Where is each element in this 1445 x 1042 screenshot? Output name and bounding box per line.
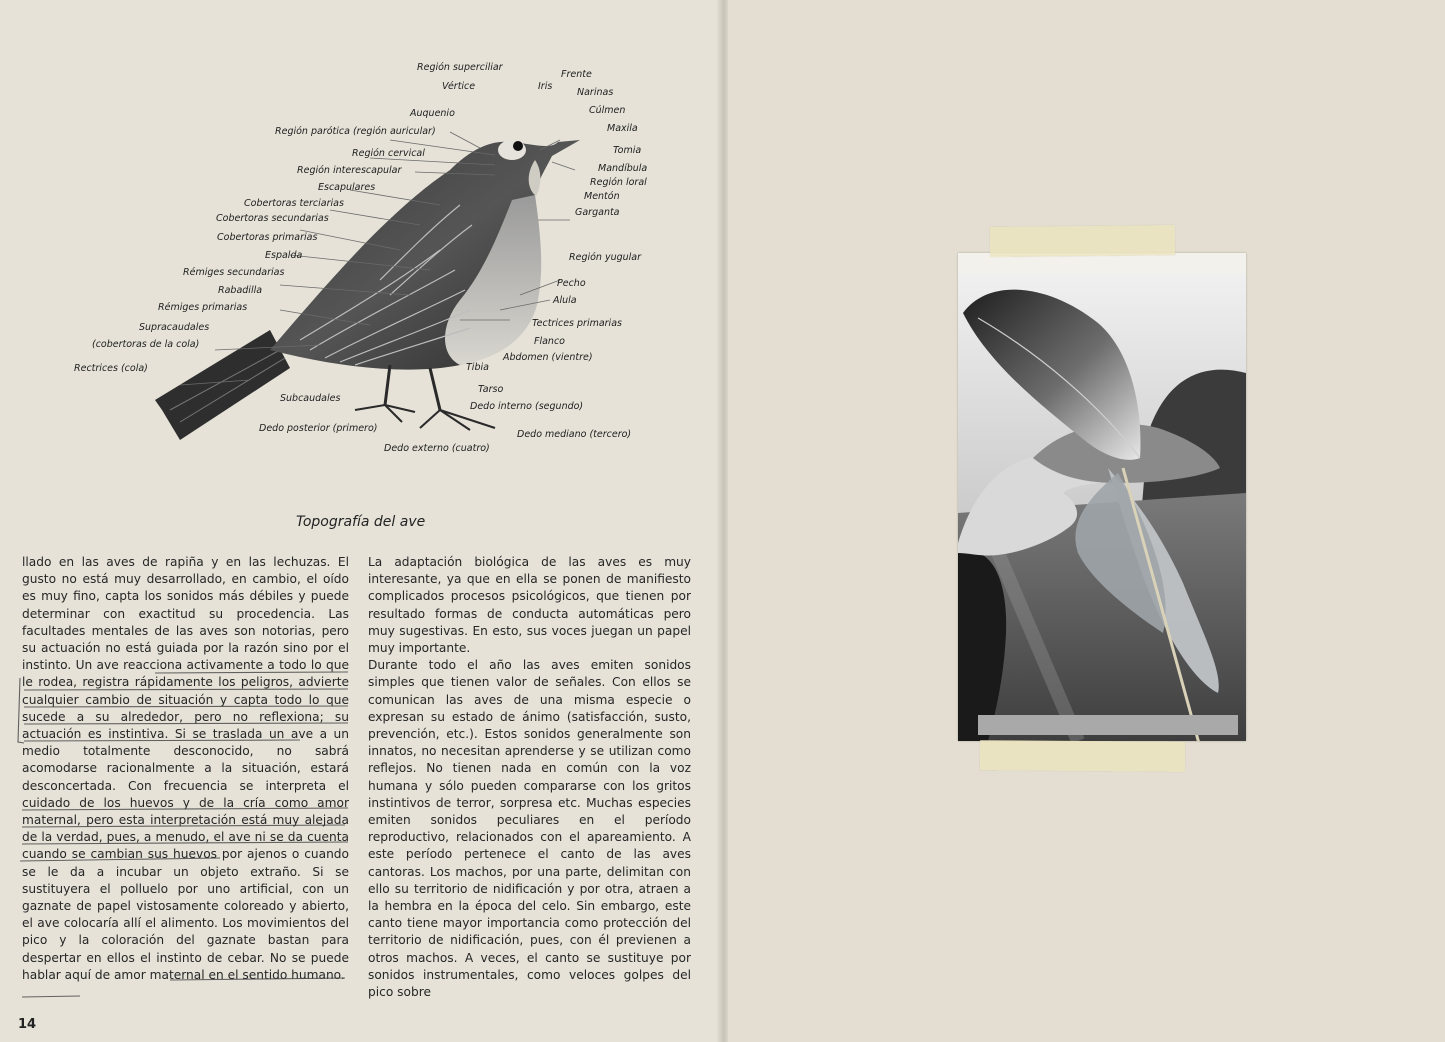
label-cobertoras-cola: (cobertoras de la cola) — [92, 339, 200, 350]
label-supracaudales: Supracaudales — [139, 322, 210, 333]
label-garganta: Garganta — [575, 207, 620, 218]
label-espalda: Espalda — [265, 250, 303, 261]
label-subcaudales: Subcaudales — [280, 393, 341, 404]
label-auquenio: Auquenio — [410, 108, 455, 119]
label-dedo-externo: Dedo externo (cuatro) — [384, 443, 490, 454]
label-region-interescapular: Región interescapular — [297, 165, 402, 176]
label-dedo-mediano: Dedo mediano (tercero) — [517, 429, 632, 440]
label-tibia: Tibia — [466, 362, 489, 373]
collage-photo-mount — [958, 253, 1246, 741]
label-vertice: Vértice — [442, 81, 476, 92]
label-culmen: Cúlmen — [589, 105, 626, 116]
label-tomia: Tomia — [613, 145, 642, 156]
label-remiges-secundarias: Rémiges secundarias — [183, 267, 285, 278]
label-dedo-posterior: Dedo posterior (primero) — [259, 423, 378, 434]
label-escapulares: Escapulares — [318, 182, 376, 193]
label-abdomen: Abdomen (vientre) — [503, 352, 593, 363]
label-frente: Frente — [561, 69, 592, 80]
label-maxila: Maxila — [607, 123, 638, 134]
label-tectrices-primarias: Tectrices primarias — [532, 318, 622, 329]
page-number: 14 — [18, 1017, 37, 1032]
label-narinas: Narinas — [577, 87, 614, 98]
label-iris: Iris — [538, 81, 553, 92]
right-text-column — [368, 554, 691, 1001]
label-alula: Alula — [553, 295, 577, 306]
left-page — [0, 0, 722, 1042]
right-column-paragraph-1: La adaptación biológica de las aves es muy interesante, ya que en ella se ponen de manifiesto complicados procesos psicológicos, que tienen por resultado formas de conducta automáticas pero muy sugestivas. En esto, sus voces juegan un papel muy importante. — [368, 555, 691, 656]
label-pecho: Pecho — [557, 278, 586, 289]
label-menton: Mentón — [584, 191, 620, 202]
label-tarso: Tarso — [478, 384, 504, 395]
tape-strip-top — [990, 225, 1175, 257]
figure-caption: Topografía del ave — [296, 514, 426, 530]
label-dedo-interno: Dedo interno (segundo) — [470, 401, 584, 412]
label-region-parotica: Región parótica (región auricular) — [275, 126, 436, 137]
label-remiges-primarias: Rémiges primarias — [158, 302, 248, 313]
label-cobertoras-secundarias: Cobertoras secundarias — [216, 213, 329, 224]
label-region-loral: Región loral — [590, 177, 647, 188]
tape-strip-bottom — [980, 740, 1185, 772]
label-region-cervical: Región cervical — [352, 148, 425, 159]
label-rectrices: Rectrices (cola) — [74, 363, 148, 374]
label-rabadilla: Rabadilla — [218, 285, 263, 296]
label-mandibula: Mandíbula — [598, 163, 648, 174]
left-text-column — [22, 554, 349, 984]
left-column-paragraph: llado en las aves de rapiña y en las lechuzas. El gusto no está muy desarrollado, en cambio, el oído es muy fino, capta los sonidos más débiles y puede determinar con exactitud su procedencia. Las facultades mentales de las aves son notorias, pero su actuación no está guiada por la razón sino por el instinto. Un ave reacciona activamente a todo lo que le rodea, registra rápidamente los peligros, advierte cualquier cambio de situación y capta todo lo que sucede a su alrededor, pero no reflexiona; su actuación es instintiva. Si se traslada un ave a un medio totalmente desconocido, no sabrá acomodarse racionalmente a la situación, estará desconcertada. Con frecuencia se interpreta el cuidado de los huevos y de la cría como amor maternal, pero esta interpretación está muy alejada de la verdad, pues, a menudo, el ave ni se da cuenta cuando se cambian sus huevos por ajenos o cuando se le da a incubar un objeto extraño. Si se sustituyera el polluelo por uno artificial, con un gaznate de papel vistosamente coloreado y abierto, el ave colocaría allí el alimento. Los movimientos del pico y la coloración del gaznate bastan para despertar en ellos el instinto de cebar. No se puede hablar aquí de amor maternal en el sentido humano. — [22, 555, 349, 982]
bird-illustration — [140, 110, 620, 450]
label-cobertoras-primarias: Cobertoras primarias — [217, 232, 318, 243]
right-column-paragraph-2: Durante todo el año las aves emiten sonidos simples que tienen valor de señales. Con ellos se comunican las aves de una misma especie o expresan su estado de ánimo (satisfacción, susto, prevención, etc.). Estos sonidos generalmente son innatos, no necesitan aprenderse y se utilizan como reflejos. No tienen nada en común con la voz humana y sólo pueden compararse con los gritos instintivos de terror, sorpresa etc. Muchas especies emiten sonidos peculiares en el período reproductivo, relacionados con el apareamiento. A este período pertenece el canto de las aves cantoras. Los machos, por una parte, delimitan con ello su territorio de nidificación y por otra, atraen a la hembra en la época del celo. Sin embargo, este canto tiene mayor importancia como protección del territorio de nidificación, pues, con él previenen a otros machos. A veces, el canto se sustituye por sonidos instrumentales, como veloces golpes del pico sobre — [368, 658, 691, 1000]
label-cobertoras-terciarias: Cobertoras terciarias — [244, 198, 344, 209]
label-flanco: Flanco — [534, 336, 565, 347]
hand-holding-feather-photo — [958, 253, 1246, 741]
label-region-superciliar: Región superciliar — [417, 62, 503, 73]
label-region-yugular: Región yugular — [569, 252, 642, 263]
